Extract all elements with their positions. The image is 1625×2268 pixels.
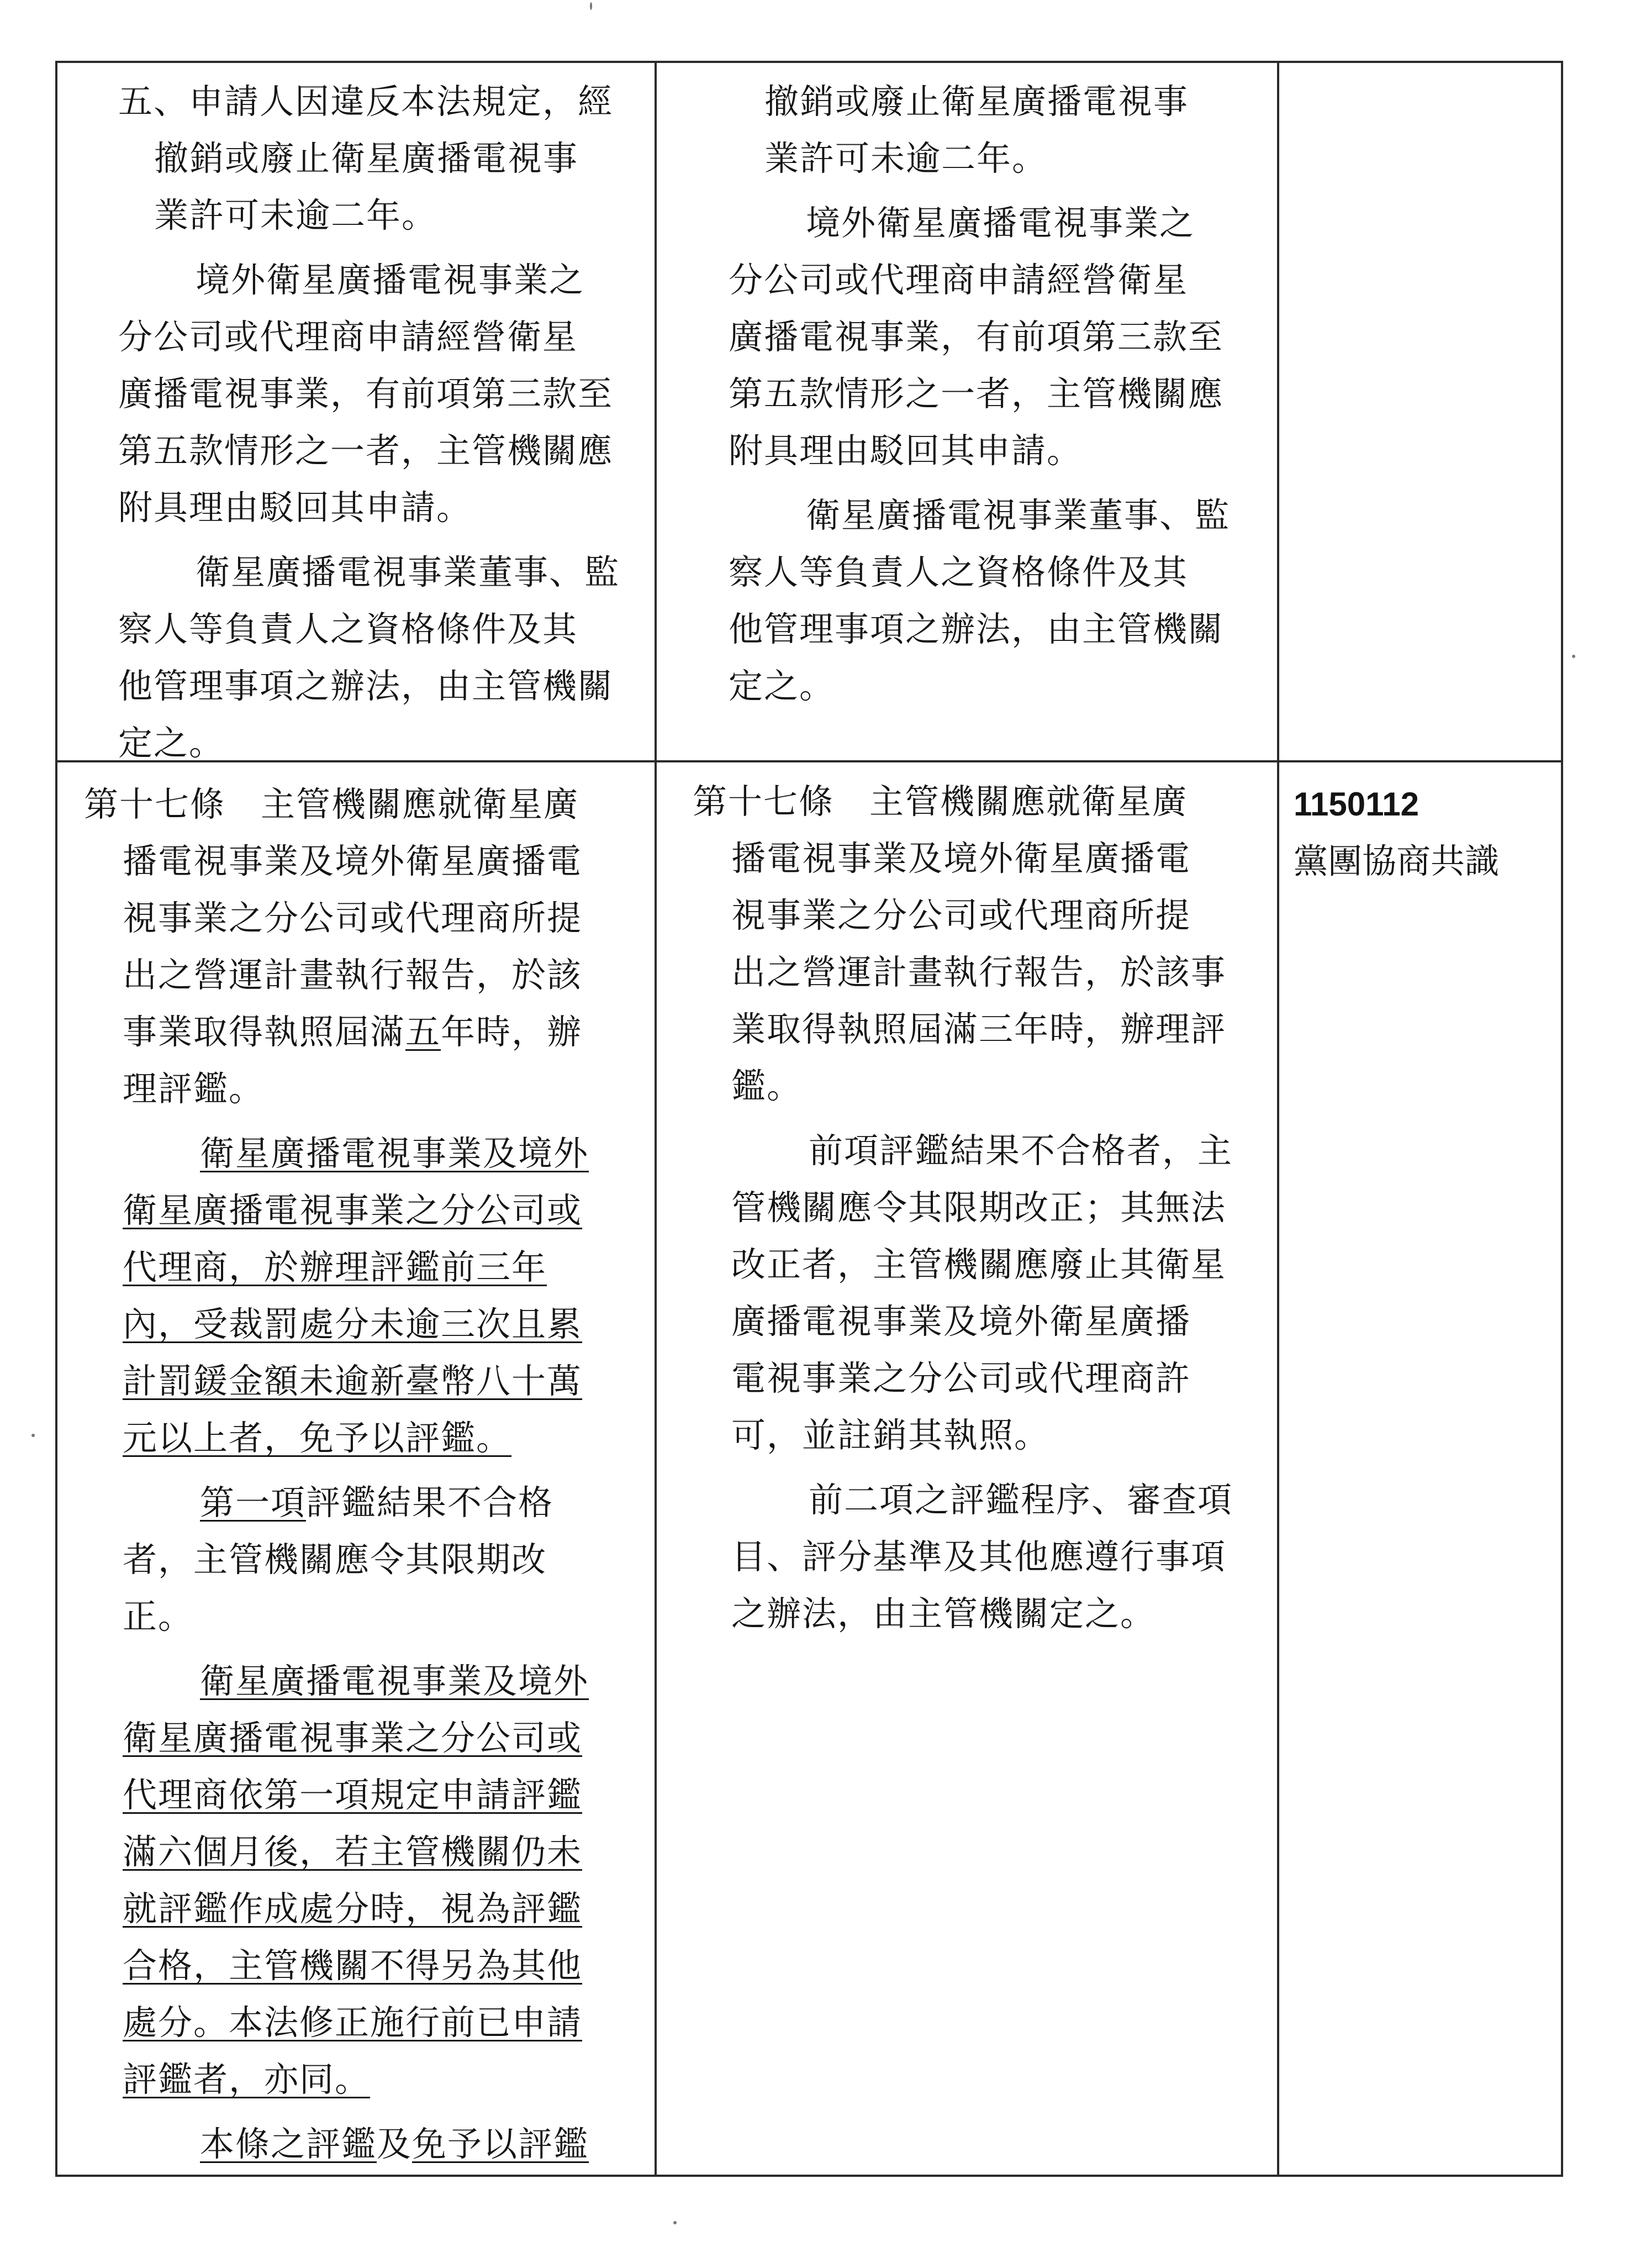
amended-text: 代理商依第一項規定申請評鑑 <box>123 1775 583 1815</box>
amended-line <box>84 1937 653 1994</box>
item5-line: 業許可未逾二年。 <box>154 195 437 235</box>
amended-line <box>84 1709 653 1766</box>
paragraph-line: 察人等負責人之資格條件及其 <box>729 552 1189 592</box>
item5-line: 撤銷或廢止衛星廣播電視事 <box>764 81 1189 122</box>
paragraph-line: 改正者，主管機關應廢止其衛星 <box>731 1244 1227 1285</box>
paragraph-line: 播電視事業及境外衛星廣播電 <box>731 838 1191 878</box>
amended-line <box>84 1766 653 1823</box>
paragraph-line: 分公司或代理商申請經營衛星 <box>118 317 578 357</box>
amended-line <box>84 1409 653 1466</box>
row2-original-cell <box>693 773 1273 1642</box>
paragraph-line: 視事業之分公司或代理商所提 <box>123 898 583 938</box>
item5-line: 業許可未逾二年。 <box>764 138 1048 178</box>
text-run: 評鑑結果不合格 <box>306 1482 554 1523</box>
paragraph-line: 衛星廣播電視事業董事、監 <box>196 552 620 592</box>
paragraph-line: 附具理由駁回其申請。 <box>118 487 472 528</box>
note-text: 黨團協商共識 <box>1294 841 1500 881</box>
paragraph-line: 衛星廣播電視事業董事、監 <box>806 495 1231 535</box>
row2-note-cell <box>1294 776 1559 890</box>
paragraph-line: 出之營運計畫執行報告，於該事 <box>731 952 1227 992</box>
amended-line <box>84 1994 653 2051</box>
paragraph-line: 察人等負責人之資格條件及其 <box>118 609 578 649</box>
amended-line <box>84 1880 653 1937</box>
amended-text: 合格，主管機關不得另為其他 <box>123 1945 583 1986</box>
amended-text: 本條之評鑑 <box>200 2124 377 2164</box>
amended-line <box>84 1653 653 1709</box>
paragraph-line: 出之營運計畫執行報告，於該 <box>123 955 583 995</box>
amended-text: 五 <box>405 1012 441 1052</box>
scan-speck <box>31 1434 35 1437</box>
paragraph-line: 他管理事項之辦法，由主管機關 <box>729 609 1224 649</box>
amended-text: 第一項 <box>200 1482 307 1523</box>
scan-speck <box>673 2221 677 2224</box>
amended-text: 免予以評鑑 <box>412 2124 589 2164</box>
paragraph-line: 第五款情形之一者，主管機關應 <box>729 373 1224 414</box>
amended-text: 衛星廣播電視事業及境外 <box>200 1661 589 1701</box>
paragraph-line: 者，主管機關應令其限期改 <box>123 1539 547 1580</box>
paragraph-line: 電視事業之分公司或代理商許 <box>731 1358 1191 1398</box>
amended-text: 衛星廣播電視事業及境外 <box>200 1133 589 1174</box>
amended-text: 滿六個月後，若主管機關仍未 <box>123 1832 583 1872</box>
paragraph-line <box>84 2116 653 2172</box>
amended-text: 代理商，於辦理評鑑前三年 <box>123 1247 547 1287</box>
text-run: 及 <box>377 2124 413 2164</box>
amended-text: 處分。本法修正施行前已申請 <box>123 2002 583 2043</box>
amended-line <box>84 1182 653 1239</box>
amended-text: 衛星廣播電視事業之分公司或 <box>123 1718 583 1758</box>
paragraph-line: 他管理事項之辦法，由主管機關 <box>118 666 614 706</box>
amended-line <box>84 1823 653 1880</box>
paragraph-line: 播電視事業及境外衛星廣播電 <box>123 841 583 881</box>
paragraph-line <box>84 1474 653 1531</box>
paragraph-line: 目、評分基準及其他應遵行事項 <box>731 1536 1227 1577</box>
paragraph-line: 視事業之分公司或代理商所提 <box>731 895 1191 935</box>
text-run: 事業取得執照屆滿 <box>123 1012 406 1052</box>
text-run: 年時，辦 <box>441 1012 583 1052</box>
item5-line: 撤銷或廢止衛星廣播電視事 <box>154 138 579 178</box>
amended-text: 計罰鍰金額未逾新臺幣八十萬 <box>123 1361 583 1401</box>
item5-heading: 五、申請人因違反本法規定，經 <box>118 81 614 122</box>
article-heading: 第十七條 主管機關應就衛星廣 <box>693 781 1188 822</box>
paragraph-line: 廣播電視事業，有前項第三款至 <box>729 317 1224 357</box>
paragraph-line: 廣播電視事業，有前項第三款至 <box>118 373 614 414</box>
paragraph-line: 前項評鑑結果不合格者，主 <box>809 1130 1233 1171</box>
paragraph-line: 附具理由駁回其申請。 <box>729 430 1083 471</box>
comparison-table <box>55 61 1563 2177</box>
amended-line <box>84 1296 653 1353</box>
scan-speck <box>590 2 592 10</box>
paragraph-line: 定之。 <box>118 723 225 763</box>
paragraph-line: 廣播電視事業及境外衛星廣播 <box>731 1301 1191 1341</box>
amended-text: 元以上者，免予以評鑑。 <box>123 1418 512 1458</box>
amended-line <box>84 2051 653 2108</box>
paragraph-line: 管機關應令其限期改正；其無法 <box>731 1187 1227 1228</box>
amended-line <box>84 1239 653 1296</box>
amended-text: 內，受裁罰處分未逾三次且累 <box>123 1304 583 1344</box>
amended-text: 評鑑者，亦同。 <box>123 2059 371 2099</box>
paragraph-line: 可，並註銷其執照。 <box>731 1415 1050 1455</box>
paragraph-line: 鑑。 <box>731 1066 803 1106</box>
row2-current-cell <box>84 776 653 2172</box>
note-date: 1150112 <box>1294 786 1419 823</box>
row1-original-cell <box>729 73 1270 714</box>
amended-text: 衛星廣播電視事業之分公司或 <box>123 1190 583 1230</box>
paragraph-line: 境外衛星廣播電視事業之 <box>806 203 1195 243</box>
amended-line <box>84 1353 653 1409</box>
paragraph-line: 正。 <box>123 1596 194 1636</box>
paragraph-line: 境外衛星廣播電視事業之 <box>196 260 585 300</box>
paragraph-line: 定之。 <box>729 666 835 706</box>
paragraph-line: 業取得執照屆滿三年時，辦理評 <box>731 1009 1227 1049</box>
column-divider <box>1277 63 1279 2175</box>
amended-text: 就評鑑作成處分時，視為評鑑 <box>123 1888 583 1929</box>
scan-speck <box>1572 655 1575 658</box>
row1-current-cell <box>118 73 660 771</box>
paragraph-line: 第五款情形之一者，主管機關應 <box>118 430 614 471</box>
article-heading: 第十七條 主管機關應就衛星廣 <box>84 784 579 824</box>
paragraph-line: 之辦法，由主管機關定之。 <box>731 1593 1156 1634</box>
paragraph-line: 前二項之評鑑程序、審查項 <box>809 1480 1233 1520</box>
paragraph-line <box>84 1003 653 1060</box>
amended-line <box>84 1125 653 1182</box>
paragraph-line: 理評鑑。 <box>123 1069 265 1109</box>
paragraph-line: 分公司或代理商申請經營衛星 <box>729 260 1189 300</box>
